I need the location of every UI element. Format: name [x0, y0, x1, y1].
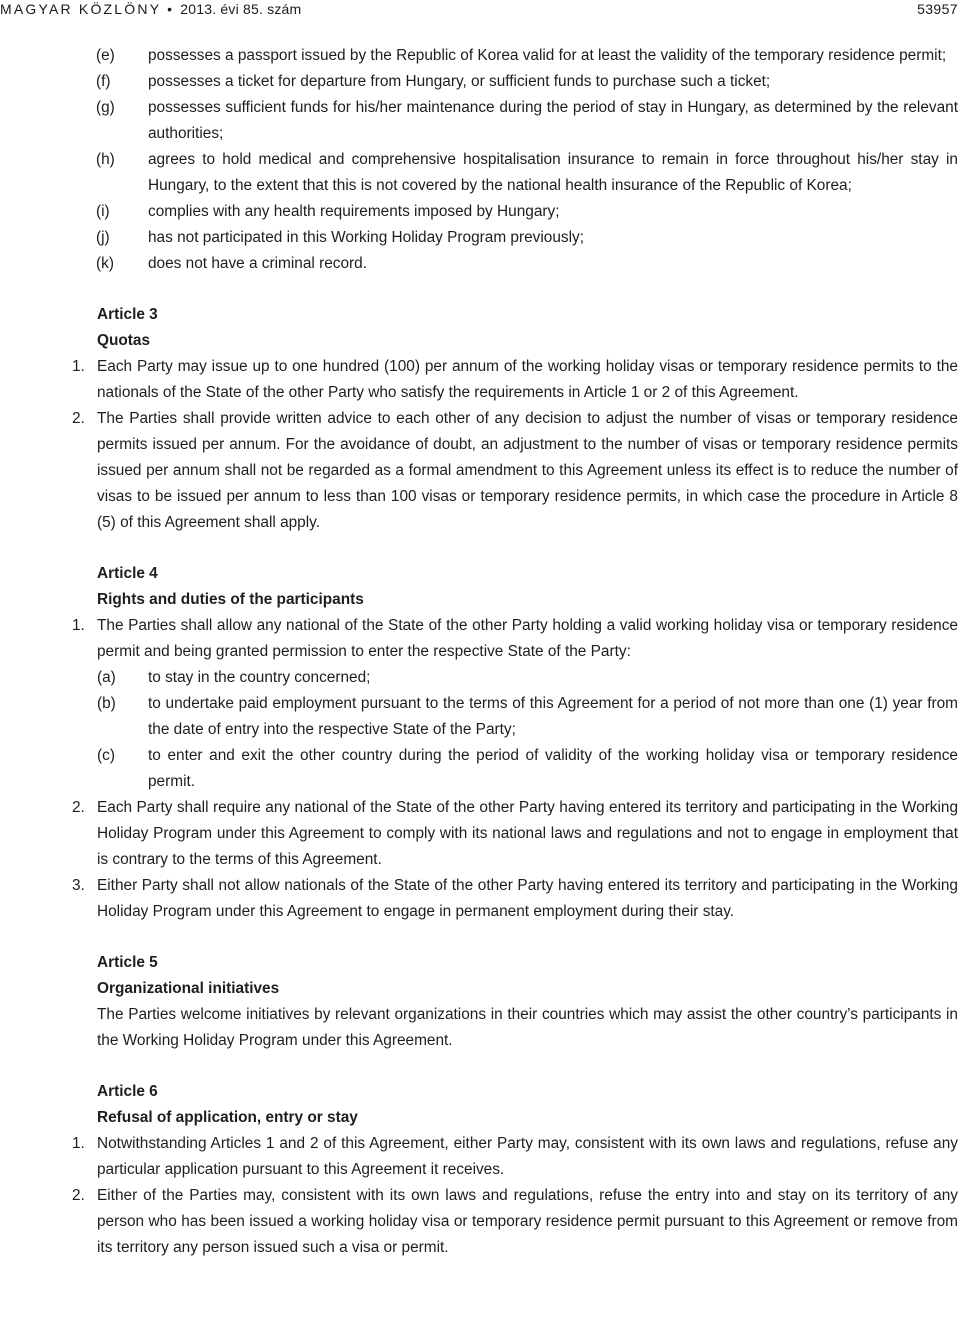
item-label: (g): [96, 99, 115, 116]
item-text: to undertake paid employment pursuant to the terms of this Agreement for a period of not more than one (1) year from the date of entry into the respective State of the Party;: [148, 695, 958, 738]
paragraph-number: 3.: [72, 877, 85, 894]
item-label: (i): [96, 203, 110, 220]
paragraph-number: 2.: [72, 1187, 85, 1204]
item-text: possesses sufficient funds for his/her maintenance during the period of stay in Hungary, as determined by the relevant authorities;: [148, 99, 958, 142]
paragraph: [0, 406, 960, 536]
list-item: [0, 225, 960, 251]
running-head: [0, 1, 301, 17]
list-item: [0, 95, 960, 147]
paragraph: [0, 873, 960, 925]
article-title: Refusal of application, entry or stay: [97, 1109, 358, 1126]
article-number: Article 6: [97, 1083, 158, 1100]
item-label: (c): [97, 747, 115, 764]
issue-info: 2013. évi 85. szám: [180, 1, 302, 17]
item-text: has not participated in this Working Holiday Program previously;: [148, 229, 584, 246]
item-label: (f): [96, 73, 111, 90]
article-6: [0, 1079, 960, 1261]
paragraph: [0, 613, 960, 665]
list-item: [0, 251, 960, 277]
paragraph-number: 2.: [72, 799, 85, 816]
article-5: [0, 950, 960, 1054]
paragraph: [0, 795, 960, 873]
item-text: agrees to hold medical and comprehensive hospitalisation insurance to remain in force throughout his/her stay in Hungary, to the extent that this is not covered by the national health insurance of the Republic of Korea;: [148, 151, 958, 194]
item-text: does not have a criminal record.: [148, 255, 368, 272]
item-label: (j): [96, 229, 110, 246]
journal-name: MAGYAR KÖZLÖNY: [0, 1, 161, 17]
list-item: [0, 743, 960, 795]
paragraph: [0, 1131, 960, 1183]
article-number: Article 5: [97, 954, 158, 971]
paragraph: [0, 1183, 960, 1261]
page-header: [0, 0, 960, 22]
paragraph-text: Each Party shall require any national of the State of the other Party having entered its territory and participating in the Working Holiday Program under this Agreement to comply with its national laws and regulations and not to engage in employment that is contrary to the terms of this Agreement.: [97, 799, 958, 868]
list-item: [0, 147, 960, 199]
paragraph: [0, 354, 960, 406]
article-3: [0, 302, 960, 536]
paragraph-number: 1.: [72, 617, 85, 634]
list-item: [0, 43, 960, 69]
article-title: Organizational initiatives: [97, 980, 280, 997]
requirements-list: [0, 43, 960, 277]
article-number: Article 3: [97, 306, 158, 323]
paragraph-number: 1.: [72, 358, 85, 375]
paragraph-text: Either of the Parties may, consistent with its own laws and regulations, refuse the entry into and stay on its territory of any person who has been issued a working holiday visa or temporary residence permit pursuant to this Agreement or remove from its territory any person issued such a visa or permit.: [97, 1187, 958, 1256]
article-title: Rights and duties of the participants: [97, 591, 364, 608]
paragraph-text: Notwithstanding Articles 1 and 2 of this Agreement, either Party may, consistent with its own laws and regulations, refuse any particular application pursuant to this Agreement it receives.: [97, 1135, 958, 1178]
list-item: [0, 69, 960, 95]
item-label: (b): [97, 695, 116, 712]
list-item: [0, 665, 960, 691]
document-body: [0, 43, 960, 1261]
paragraph: [0, 1002, 960, 1054]
article-number: Article 4: [97, 565, 158, 582]
item-text: complies with any health requirements imposed by Hungary;: [148, 203, 560, 220]
header-bullet: •: [167, 1, 175, 17]
paragraph-text: The Parties welcome initiatives by relevant organizations in their countries which may assist the other country’s participants in the Working Holiday Program under this Agreement.: [97, 1006, 958, 1049]
item-text: possesses a ticket for departure from Hungary, or sufficient funds to purchase such a ticket;: [148, 73, 771, 90]
paragraph-number: 1.: [72, 1135, 85, 1152]
paragraph-text: Each Party may issue up to one hundred (100) per annum of the working holiday visas or temporary residence permits to the nationals of the State of the other Party who satisfy the requirements in Article 1 or 2 of this Agreement.: [97, 358, 958, 401]
list-item: [0, 691, 960, 743]
item-text: to enter and exit the other country during the period of validity of the working holiday visa or temporary residence permit.: [148, 747, 958, 790]
page-number: 53957: [917, 1, 958, 17]
paragraph-text: The Parties shall allow any national of the State of the other Party holding a valid working holiday visa or temporary residence permit and being granted permission to enter the respective State of the Party:: [97, 617, 958, 660]
list-item: [0, 199, 960, 225]
item-text: to stay in the country concerned;: [148, 669, 371, 686]
paragraph-text: The Parties shall provide written advice to each other of any decision to adjust the number of visas or temporary residence permits issued per annum. For the avoidance of doubt, an adjustment to the number of visas or temporary residence permits issued per annum shall not be regarded as a formal amendment to this Agreement unless its effect is to reduce the number of visas to be issued per annum to less than 100 visas or temporary residence permits, in which case the procedure in Article 8 (5) of this Agreement shall apply.: [97, 410, 958, 531]
item-label: (h): [96, 151, 115, 168]
item-label: (e): [96, 47, 115, 64]
article-title: Quotas: [97, 332, 151, 349]
item-label: (k): [96, 255, 114, 272]
item-label: (a): [97, 669, 116, 686]
item-text: possesses a passport issued by the Republic of Korea valid for at least the validity of the temporary residence permit;: [148, 47, 947, 64]
paragraph-number: 2.: [72, 410, 85, 427]
paragraph-text: Either Party shall not allow nationals of the State of the other Party having entered its territory and participating in the Working Holiday Program under this Agreement to engage in permanent employment during their stay.: [97, 877, 958, 920]
article-4: [0, 561, 960, 925]
